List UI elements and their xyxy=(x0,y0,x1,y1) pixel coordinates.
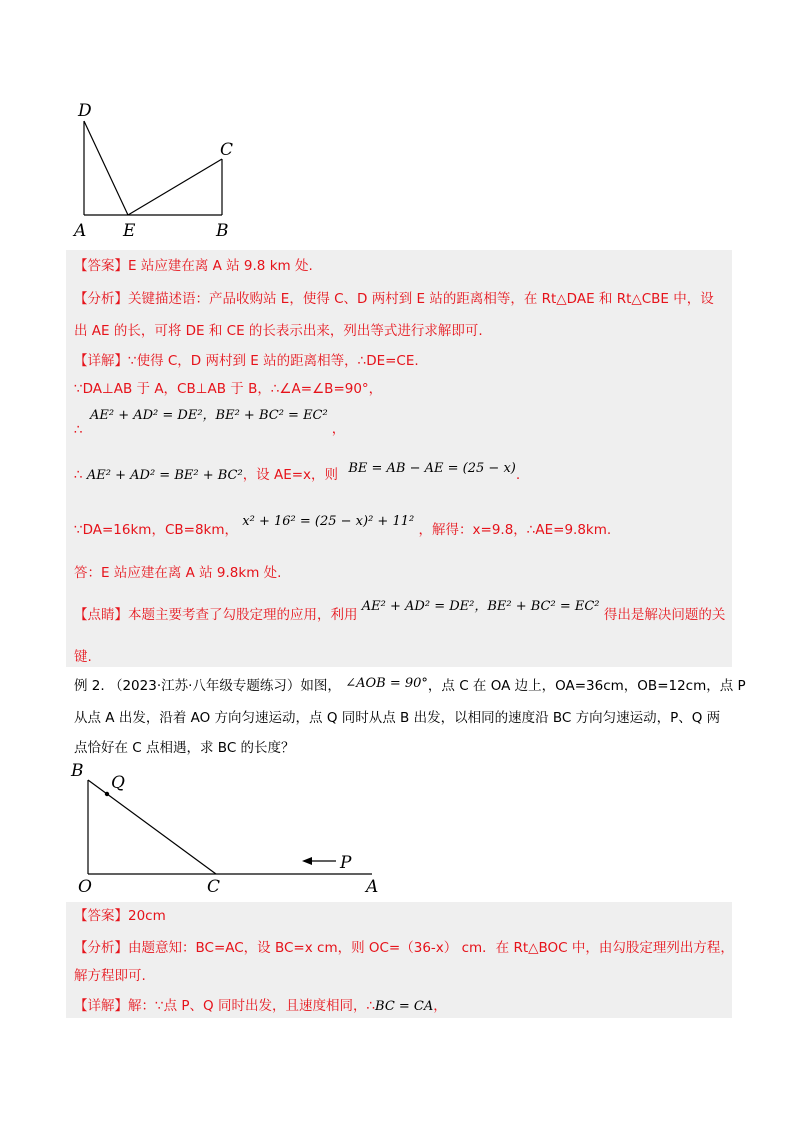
detail-text-2: ∵DA⊥AB 于 A，CB⊥AB 于 B，∴∠A=∠B=90°， xyxy=(74,381,383,397)
example-2-text-2: 从点 A 出发，沿着 AO 方向匀速运动，点 Q 同时从点 B 出发，以相同的速度沿 BC 方向匀速运动，P、Q 两 xyxy=(74,710,721,726)
equation-1: AE² + AD² = DE²，BE² + BC² = EC² xyxy=(90,408,328,423)
therefore-symbol-1: ∴ xyxy=(74,422,83,438)
detail-2-line-1 xyxy=(74,996,447,1017)
therefore-1 xyxy=(74,420,83,440)
label-p: P xyxy=(340,853,352,873)
label-b2: B xyxy=(71,761,84,781)
detail-2-equation: BC = CA xyxy=(375,999,434,1014)
label-d: D xyxy=(78,101,92,121)
label-a2: A xyxy=(366,877,379,897)
since-line xyxy=(74,514,612,541)
equation-2-tail: BE = AB − AE = (25 − x) xyxy=(348,461,516,476)
example-2-text-1: 例 2. （2023·江苏·八年级专题练习）如图， xyxy=(74,678,341,694)
analysis-text-1: 关键描述语：产品收购站 E，使得 C、D 两村到 E 站的距离相等，在 Rt△DAE 和 Rt△CBE 中，设 xyxy=(128,291,714,307)
answer-tag-2: 【答案】 xyxy=(74,908,128,924)
segment-de xyxy=(84,121,128,215)
detail-2-tail: ， xyxy=(433,998,447,1014)
detail-text-1: ∵使得 C，D 两村到 E 站的距离相等，∴DE=CE. xyxy=(128,353,419,369)
segment-ec xyxy=(128,159,222,215)
figure-2-svg xyxy=(66,760,396,900)
label-o: O xyxy=(78,877,92,897)
answer-line-2 xyxy=(74,906,166,926)
since-text-a: ∵DA=16km，CB=8km， xyxy=(74,522,238,538)
point-q xyxy=(105,792,109,796)
example-2-line-3 xyxy=(74,738,295,758)
equation-1-tail: ， xyxy=(331,421,346,437)
equation-2-end: . xyxy=(515,467,521,483)
equation-line-2 xyxy=(74,461,521,486)
analysis-line-1 xyxy=(74,289,714,309)
example-2-text-1-tail: ，点 C 在 OA 边上，OA=36cm，OB=12cm，点 P xyxy=(427,678,746,694)
analysis-2-text-1: 由题意知：BC=AC，设 BC=x cm，则 OC=（36-x） cm．在 Rt△BOC 中，由勾股定理列出方程， xyxy=(128,940,734,956)
comment-line-2 xyxy=(74,647,92,667)
analysis-line-2 xyxy=(74,321,483,341)
figure-1 xyxy=(60,95,250,245)
analysis-2-line-2 xyxy=(74,966,146,986)
analysis-text-2: 出 AE 的长，可将 DE 和 CE 的长表示出来，列出等式进行求解即可. xyxy=(74,323,483,339)
comment-text: 本题主要考查了勾股定理的应用，利用 xyxy=(128,607,358,623)
figure-2 xyxy=(66,760,396,900)
comment-line-1 xyxy=(74,599,726,626)
conclusion-text: 答：E 站应建在离 A 站 9.8km 处. xyxy=(74,565,282,581)
detail-2-text: 解：∵点 P、Q 同时出发，且速度相同，∴ xyxy=(128,998,376,1014)
equation-2-mid: ，设 AE=x，则 xyxy=(242,467,339,483)
label-b: B xyxy=(216,221,229,241)
since-text-b: ，解得：x=9.8，∴AE=9.8km. xyxy=(418,522,612,538)
label-e: E xyxy=(123,221,136,241)
equation-line-1 xyxy=(90,405,346,437)
comment-text-2: 键. xyxy=(74,649,92,665)
example-2-line-2 xyxy=(74,708,720,728)
analysis-2-line-1 xyxy=(74,938,734,958)
analysis-tag: 【分析】 xyxy=(74,291,128,307)
analysis-tag-2: 【分析】 xyxy=(74,940,128,956)
equation-2: AE² + AD² = BE² + BC² xyxy=(86,468,243,483)
answer-text: E 站应建在离 A 站 9.8 km 处. xyxy=(128,258,313,274)
answer-line-1 xyxy=(74,256,313,276)
detail-line-1 xyxy=(74,351,419,371)
label-q: Q xyxy=(111,773,125,793)
answer-text-2: 20cm xyxy=(128,908,166,924)
answer-tag: 【答案】 xyxy=(74,258,128,274)
label-c2: C xyxy=(207,877,221,897)
example-2-line-1 xyxy=(74,676,746,697)
example-2-angle: ∠AOB = 90° xyxy=(345,676,428,691)
comment-equation: AE² + AD² = DE²，BE² + BC² = EC² xyxy=(361,599,600,614)
conclusion-line xyxy=(74,563,281,583)
analysis-2-text-2: 解方程即可. xyxy=(74,968,146,984)
arrow-p-head xyxy=(302,857,312,865)
comment-tag: 【点睛】 xyxy=(74,607,128,623)
comment-tail: 得出是解决问题的关 xyxy=(603,607,726,623)
detail-tag-2: 【详解】 xyxy=(74,998,128,1014)
detail-tag: 【详解】 xyxy=(74,353,128,369)
label-a: A xyxy=(74,221,87,241)
equation-3: x² + 16² = (25 − x)² + 11² xyxy=(242,514,415,529)
example-2-text-3: 点恰好在 C 点相遇，求 BC 的长度？ xyxy=(74,740,295,756)
figure-1-svg xyxy=(60,95,250,245)
detail-line-2 xyxy=(74,379,382,399)
label-c: C xyxy=(220,140,234,160)
therefore-symbol-2: ∴ xyxy=(74,467,83,483)
